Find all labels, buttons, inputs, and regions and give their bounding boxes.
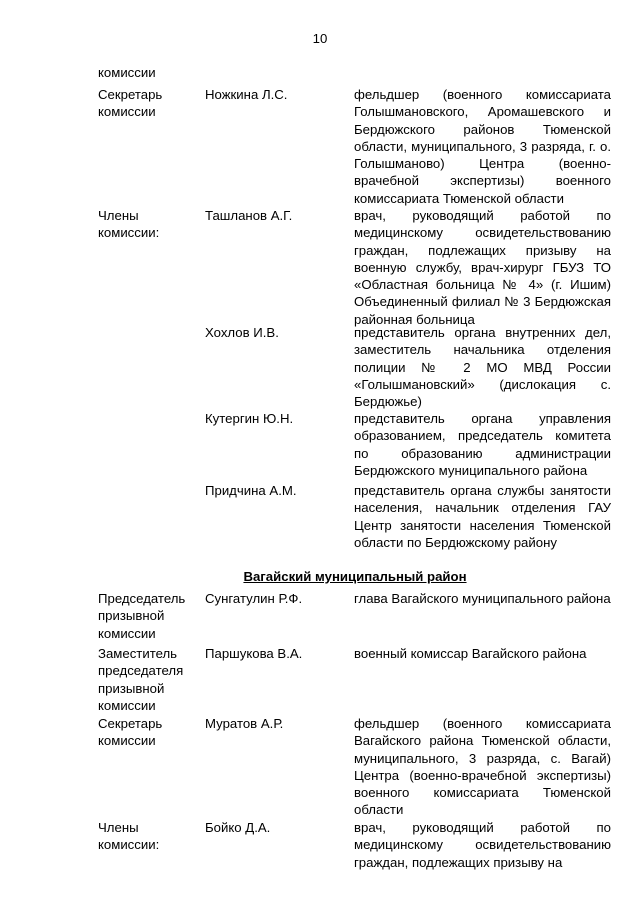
member-position: представитель органа внутренних дел, заместитель начальника отделения полиции № 2 МО МВД России «Голышмановский» (дислокация с. Бердюжье) bbox=[354, 325, 611, 410]
member-position: военный комиссар Вагайского района bbox=[354, 646, 587, 661]
member-position: представитель органа службы занятости населения, начальник отделения ГАУ Центр занятости населения Тюменской области по Бердюжскому району bbox=[354, 483, 611, 550]
member-position: фельдшер (военного комиссариата Вагайского района Тюменской области, муниципального, 3 разряда, с. Вагай) Центра (военно-врачебной экспертизы) военного комиссариата Тюменской области bbox=[354, 716, 611, 818]
member-position: представитель органа управления образованием, председатель комитета по образованию администрации Бердюжского муниципального района bbox=[354, 411, 611, 478]
district-section-title: Вагайский муниципальный район bbox=[243, 569, 467, 584]
member-name: Муратов А.Р. bbox=[205, 716, 284, 731]
member-name: Ножкина Л.С. bbox=[205, 87, 288, 102]
member-name: Кутергин Ю.Н. bbox=[205, 411, 294, 426]
member-name: Паршукова В.А. bbox=[205, 646, 303, 661]
member-position: глава Вагайского муниципального района bbox=[354, 591, 611, 606]
member-name: Ташланов А.Г. bbox=[205, 208, 293, 223]
member-role: Заместитель председателя призывной комиссии bbox=[98, 646, 184, 713]
member-name: Придчина А.М. bbox=[205, 483, 297, 498]
member-name: Сунгатулин Р.Ф. bbox=[205, 591, 303, 606]
member-role: Секретарь комиссии bbox=[98, 716, 163, 749]
continued-role-fragment: комиссии bbox=[98, 65, 156, 80]
member-position: фельдшер (военного комиссариата Голышмановского, Аромашевского и Бердюжского районов Тюменской области, муниципального, 3 разряда, г. о. Голышманово) Центра (военно-врачебной экспертизы) военного комиссариата Тюменской области bbox=[354, 87, 611, 206]
member-position: врач, руководящий работой по медицинскому освидетельствованию граждан, подлежащих призыву на военную службу, врач-хирург ГБУЗ ТО «Областная больница № 4» (г. Ишим) Объединенный филиал № 3 Бердюжская районная больница bbox=[354, 208, 611, 327]
member-role: Председатель призывной комиссии bbox=[98, 591, 186, 641]
page-number: 10 bbox=[312, 31, 328, 46]
member-name: Хохлов И.В. bbox=[205, 325, 279, 340]
member-position: врач, руководящий работой по медицинскому освидетельствованию граждан, подлежащих призыву на bbox=[354, 820, 611, 870]
member-role: Члены комиссии: bbox=[98, 820, 160, 853]
member-name: Бойко Д.А. bbox=[205, 820, 271, 835]
member-role: Члены комиссии: bbox=[98, 208, 160, 241]
member-role: Секретарь комиссии bbox=[98, 87, 163, 120]
